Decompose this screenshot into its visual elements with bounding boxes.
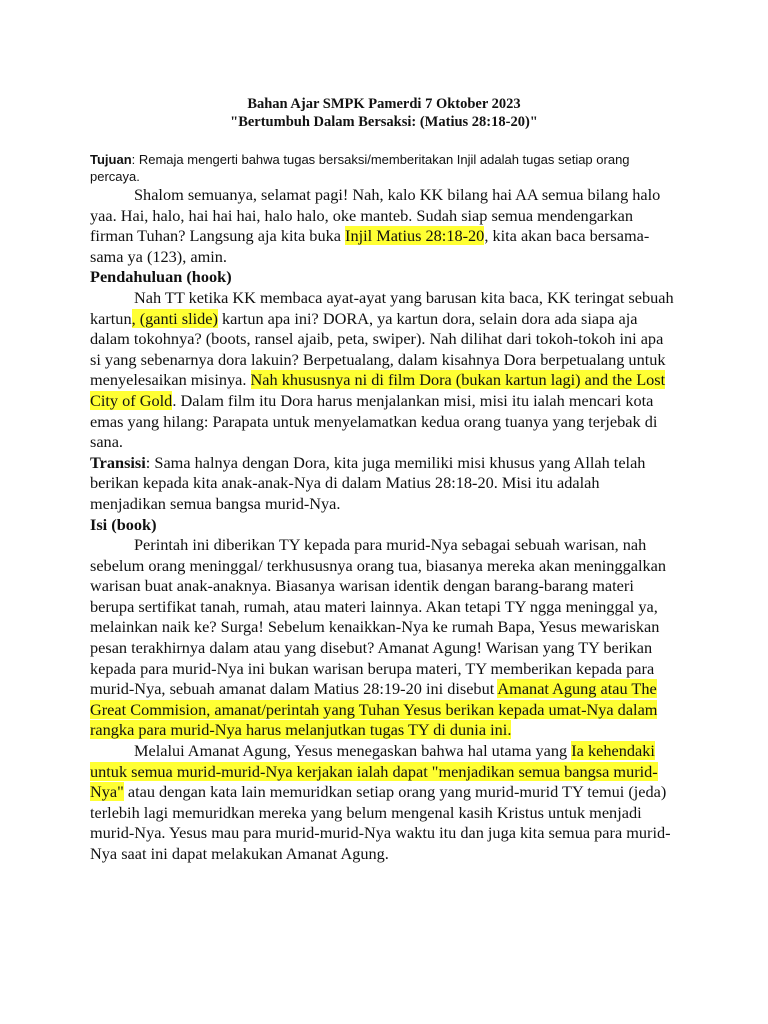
content-paragraph-1 — [90, 535, 678, 741]
intro-text-end: . Dalam film itu Dora harus menjalankan misi, misi itu ialah mencari kota emas yang hilang: Parapata untuk menyelamatkan kedua orang tuanya yang terjebak di sana. — [90, 390, 658, 452]
document-title — [90, 95, 678, 131]
content-text-2-end: atau dengan kata lain memuridkan setiap orang yang murid-murid TY temui (jeda) terlebih lagi memuridkan mereka yang belum mengenal kasih Kristus untuk menjadi murid-Nya. Yesus mau para murid-murid-Nya waktu itu dan juga kita semua para murid-Nya saat ini dapat melakukan Amanat Agung. — [90, 782, 671, 863]
opening-text-end: , kita akan baca bersama-sama ya (123), amin. — [90, 226, 650, 266]
title-line-2: "Bertumbuh Dalam Bersaksi: (Matius 28:18-20)" — [230, 114, 538, 130]
highlight-scripture: Injil Matius 28:18-20 — [345, 226, 485, 246]
section-heading-intro: Pendahuluan (hook) — [90, 267, 232, 287]
content-paragraph-2 — [90, 741, 678, 865]
objective-paragraph — [90, 151, 678, 185]
highlight-make-disciples: Ia kehendaki untuk semua murid-murid-Nya kerjakan ialah dapat "menjadikan semua bangsa murid-Nya" — [90, 741, 658, 802]
opening-paragraph — [90, 185, 678, 267]
transition-label: Transisi — [90, 452, 146, 472]
highlight-slide-note: , (ganti slide) — [131, 308, 218, 328]
intro-text: Nah TT ketika KK membaca ayat-ayat yang barusan kita baca, KK teringat sebuah kartun — [90, 287, 674, 328]
highlight-film-title: Nah khususnya ni di film Dora (bukan kartun lagi) and the Lost City of Gold — [90, 370, 666, 410]
title-line-1: Bahan Ajar SMPK Pamerdi 7 Oktober 2023 — [247, 96, 521, 112]
content-text-1: Perintah ini diberikan TY kepada para murid-Nya sebagai sebuah warisan, nah sebelum orang meninggal/ terkhususnya orang tua, biasanya mereka akan meninggalkan warisan buat anak-anaknya. Biasanya warisan identik dengan barang-barang materi berupa sertifikat tanah, rumah, atau materi lainnya. Akan tetapi TY ngga meninggal ya, melainkan naik ke? Surga! Sebelum kenaikkan-Nya ke rumah Bapa, Yesus mewariskan pesan terakhirnya dalam atau yang disebut? Amanat Agung! Warisan yang TY berikan kepada para murid-Nya ini bukan warisan berupa materi, TY memberikan kepada para murid-Nya, sebuah amanat dalam Matius 28:19-20 ini disebut — [90, 535, 666, 699]
intro-text-middle: kartun apa ini? DORA, ya kartun dora, selain dora ada siapa aja dalam tokohnya? (boots, ransel ajaib, peta, swiper). Nah dilihat dari tokoh-tokoh ini apa si yang sebenarnya dora lakuin? Berpetualang, dalam kisahnya Dora berpetualang untuk menyelesaikan misinya. — [90, 308, 666, 390]
transition-text: : Sama halnya dengan Dora, kita juga memiliki misi khusus yang Allah telah berikan kepada kita anak-anak-Nya di dalam Matius 28:18-20. Misi itu adalah menjadikan semua bangsa murid-Nya. — [90, 452, 646, 513]
content-text-2: Melalui Amanat Agung, Yesus menegaskan bahwa hal utama yang — [134, 741, 572, 761]
intro-paragraph — [90, 288, 678, 453]
transition-paragraph — [90, 453, 678, 515]
opening-text: Shalom semuanya, selamat pagi! Nah, kalo KK bilang hai AA semua bilang halo yaa. Hai, halo, hai hai hai, halo halo, oke manteb. Sudah siap semua mendengarkan firman Tuhan? Langsung aja kita buka — [90, 185, 661, 246]
objective-text: : Remaja mengerti bahwa tugas bersaksi/memberitakan Injil adalah tugas setiap orang percaya. — [90, 152, 630, 184]
section-heading-content: Isi (book) — [90, 514, 157, 534]
document-body — [90, 185, 678, 865]
highlight-great-commission: Amanat Agung atau The Great Commision, amanat/perintah yang Tuhan Yesus berikan kepada umat-Nya dalam rangka para murid-Nya harus melanjutkan tugas TY di dunia ini. — [90, 679, 658, 740]
objective-label: Tujuan — [90, 152, 132, 167]
